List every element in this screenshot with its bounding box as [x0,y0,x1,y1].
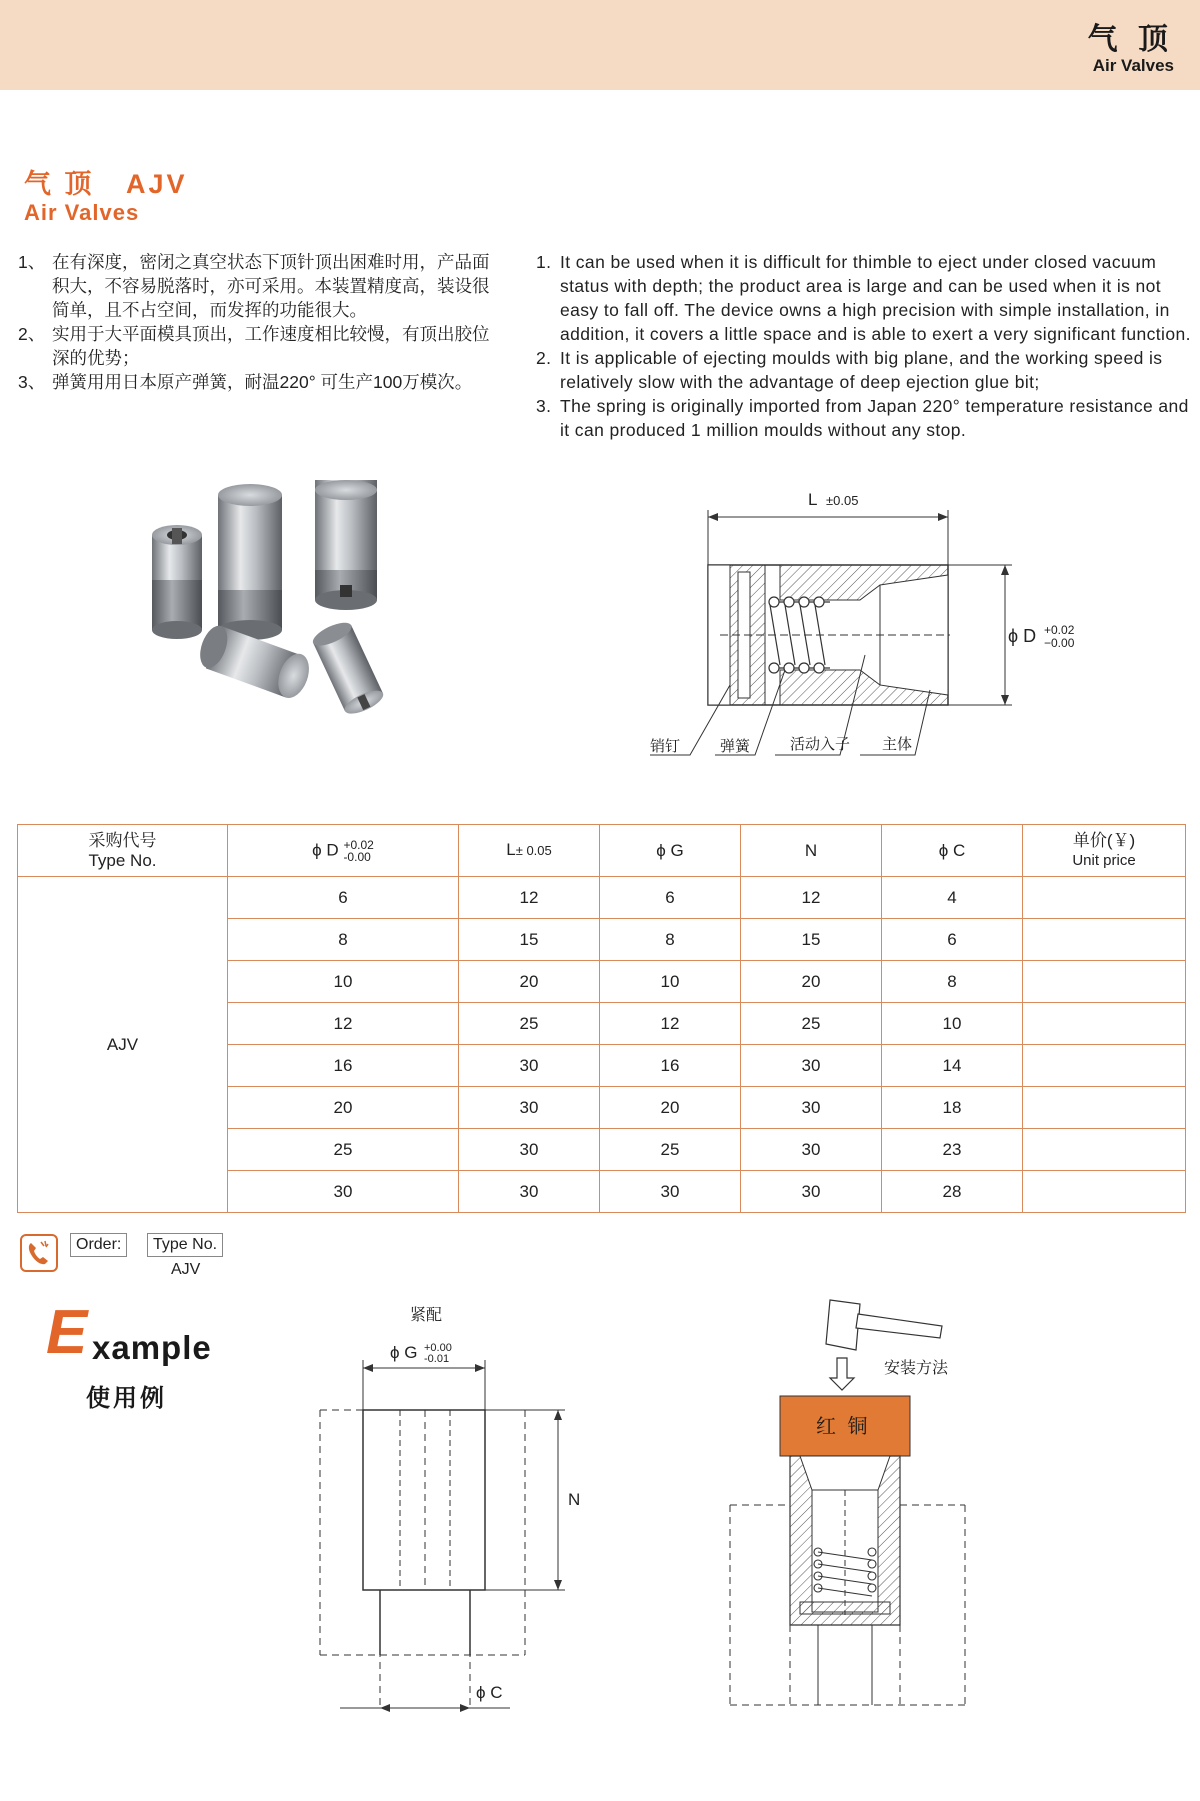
feature-zh-item: 2、 实用于大平面模具顶出，工作速度相比较慢，有顶出胶位深的优势； [18,324,490,368]
copper-label: 红 铜 [816,1416,871,1438]
product-title-en: Air Valves [24,200,140,225]
cell-price [1023,1003,1186,1045]
cell-L: 12 [459,877,600,919]
label-movable-insert: 活动入子 [790,736,851,753]
dim-D: ϕ D [1008,626,1037,646]
feature-zh-item: 3、 弹簧用用日本原产弹簧，耐温220° 可生产100万模次。 [18,372,473,392]
cell-price [1023,877,1186,919]
dim-C: ϕ C [476,1683,503,1702]
example-title-zh: 使用例 [86,1385,167,1412]
feature-zh-item: 1、 在有深度，密闭之真空状态下顶针顶出困难时用，产品面积大，不容易脱落时，亦可采用。本装置精度高，装设很简单，且不占空间，而发挥的功能很大。 [18,252,490,320]
cell-G: 20 [600,1087,741,1129]
cross-section-diagram [620,480,1120,780]
cell-D: 6 [228,877,459,919]
cell-G: 25 [600,1129,741,1171]
cell-C: 6 [882,919,1023,961]
cell-price [1023,919,1186,961]
dim-D-tol-lower: −0.00 [1044,636,1075,650]
order-type-value: AJV [171,1261,201,1278]
cell-L: 25 [459,1003,600,1045]
feature-en-item: 3. The spring is originally imported from Japan 220° temperature resistance and it can produced 1 million moulds without any stop. [536,396,1189,440]
header-L: L± 0.05 [459,825,600,877]
table-header-row [18,825,1186,877]
cell-N: 30 [741,1171,882,1213]
cell-G: 30 [600,1171,741,1213]
cell-N: 15 [741,919,882,961]
cell-G: 12 [600,1003,741,1045]
cell-L: 20 [459,961,600,1003]
hammer-icon [826,1300,942,1350]
cell-N: 12 [741,877,882,919]
cell-C: 23 [882,1129,1023,1171]
feature-en-item: 2. It is applicable of ejecting moulds with big plane, and the working speed is relatively slow with the advantage of deep ejection glue bit; [536,348,1163,392]
order-label: Order: [70,1233,127,1257]
valve-tall-middle [218,484,282,640]
feature-en-item: 1. It can be used when it is difficult for thimble to eject under closed vacuum status with depth; the product area is large and can be used when it is not easy to fall off. The device owns a high precision with simple installation, in addition, it covers a little space and is able to exert a very significant function. [536,252,1191,344]
cell-D: 20 [228,1087,459,1129]
valve-small-right [310,618,387,718]
cell-price [1023,1129,1186,1171]
label-spring: 弹簧 [720,738,751,755]
cell-L: 15 [459,919,600,961]
cell-D: 16 [228,1045,459,1087]
spec-table [17,824,1186,1213]
dim-L: L [808,490,818,509]
fit-label: 紧配 [410,1307,443,1324]
valve-tall-right [315,480,377,610]
example-title-initial: E [46,1298,88,1367]
features-zh-list [18,250,498,394]
header-unit-price: 单价(￥) Unit price [1023,825,1186,877]
down-arrow-icon [830,1358,854,1390]
header-type-no: 采购代号 Type No. [18,825,228,877]
dim-L-tol: ±0.05 [826,493,859,508]
cell-N: 20 [741,961,882,1003]
cell-C: 28 [882,1171,1023,1213]
install-label: 安装方法 [884,1360,949,1377]
cell-type-value: AJV [18,877,228,1213]
fit-diagram [300,1300,620,1730]
cell-price [1023,1087,1186,1129]
cell-C: 4 [882,877,1023,919]
header-band [0,0,1200,90]
cell-N: 30 [741,1087,882,1129]
dim-D-tol-upper: +0.02 [1044,623,1075,637]
label-main-body: 主体 [882,736,913,753]
dim-G: ϕ G [390,1343,418,1362]
cell-C: 8 [882,961,1023,1003]
order-type-label: Type No. [147,1233,223,1257]
cell-price [1023,1171,1186,1213]
dim-G-tol-upper: +0.00 [424,1342,452,1354]
cell-D: 10 [228,961,459,1003]
features-en-list [536,250,1192,442]
product-photo [140,480,450,750]
cell-N: 30 [741,1129,882,1171]
cell-G: 8 [600,919,741,961]
valve-small-left [152,525,202,639]
dim-N: N [568,1490,581,1509]
installation-diagram [700,1290,990,1730]
cell-L: 30 [459,1045,600,1087]
dim-G-tol-lower: -0.01 [424,1353,450,1365]
cell-price [1023,961,1186,1003]
table-row [18,877,1186,919]
cell-C: 14 [882,1045,1023,1087]
header-G: ϕ G [600,825,741,877]
header-N: N [741,825,882,877]
cell-C: 18 [882,1087,1023,1129]
example-title-rest: xample [92,1329,212,1366]
header-D: ϕ D +0.02 -0.00 [228,825,459,877]
cell-G: 16 [600,1045,741,1087]
cell-D: 12 [228,1003,459,1045]
cell-G: 10 [600,961,741,1003]
phone-icon [20,1234,58,1272]
cell-G: 6 [600,877,741,919]
cell-N: 25 [741,1003,882,1045]
label-pin: 销钉 [650,738,681,755]
cell-D: 30 [228,1171,459,1213]
product-title-zh: 气 顶 AJV [24,169,188,199]
header-title-zh: 气 顶 [1087,23,1174,56]
cell-price [1023,1045,1186,1087]
cell-N: 30 [741,1045,882,1087]
cell-C: 10 [882,1003,1023,1045]
header-C: ϕ C [882,825,1023,877]
cell-D: 25 [228,1129,459,1171]
cell-D: 8 [228,919,459,961]
cell-L: 30 [459,1171,600,1213]
header-title-en: Air Valves [1092,56,1174,75]
cell-L: 30 [459,1087,600,1129]
cell-L: 30 [459,1129,600,1171]
